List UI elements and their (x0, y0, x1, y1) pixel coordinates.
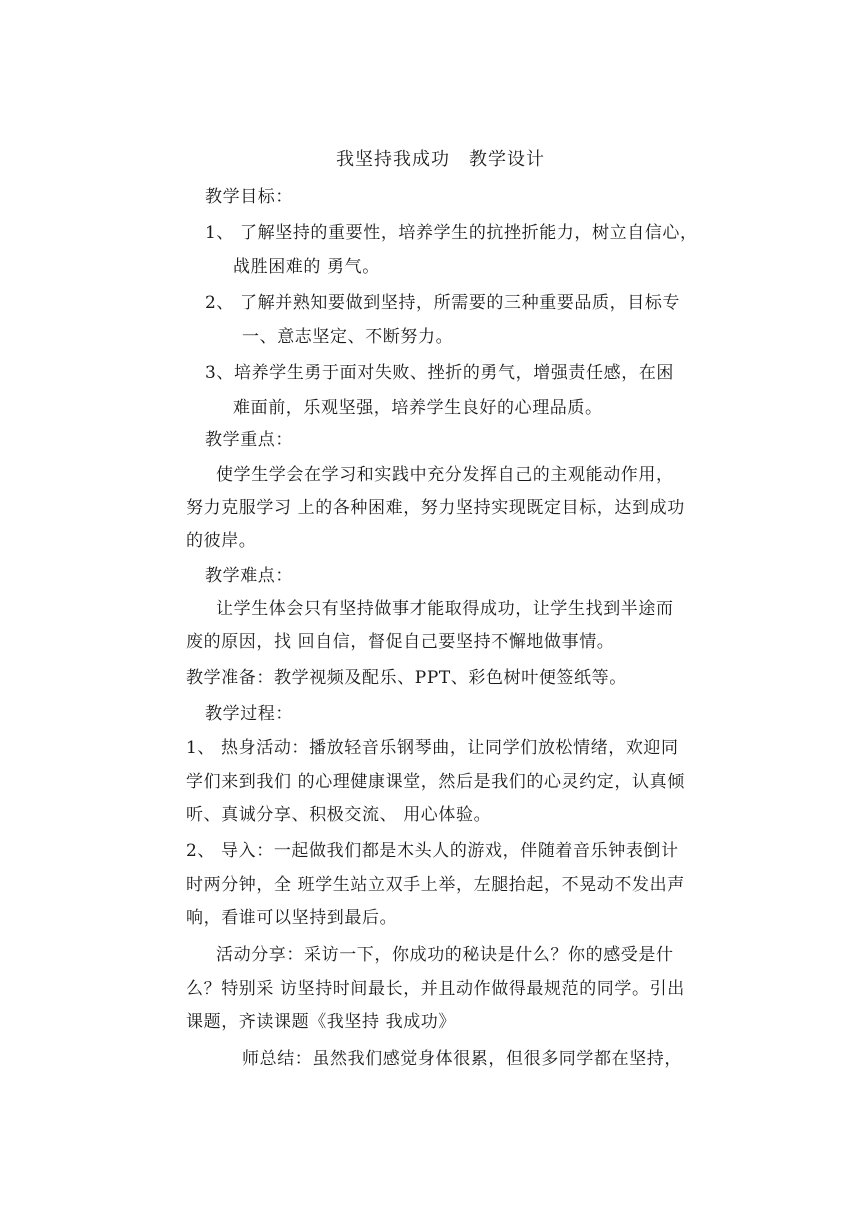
objective-1-line-2: 战胜困难的 勇气。 (233, 257, 380, 277)
difficulties-line-1: 让学生体会只有坚持做事才能取得成功，让学生找到半途而 (216, 599, 674, 619)
share-line-2: 么？特别采 访坚持时间最长，并且动作做得最规范的同学。引出 (186, 979, 685, 999)
objective-2-line-2: 一、意志坚定、不断努力。 (242, 327, 454, 347)
intro-line-1: 2、 导入：一起做我们都是木头人的游戏，伴随着音乐钟表倒计 (186, 841, 679, 861)
intro-line-2: 时两分钟，全 班学生站立双手上举，左腿抬起，不晃动不发出声 (186, 875, 685, 895)
difficulties-line-2: 废的原因，找 回自信，督促自己要坚持不懈地做事情。 (186, 632, 615, 652)
process-heading: 教学过程： (205, 704, 293, 724)
share-line-1: 活动分享：采访一下，你成功的秘诀是什么？你的感受是什 (216, 945, 674, 965)
objective-1-line-1: 1、 了解坚持的重要性，培养学生的抗挫折能力，树立自信心， (205, 223, 698, 243)
difficulties-heading: 教学难点： (205, 566, 293, 586)
objectives-heading: 教学目标： (205, 187, 293, 207)
intro-line-3: 响，看谁可以坚持到最后。 (186, 908, 398, 928)
key-points-line-1: 使学生学会在学习和实践中充分发挥自己的主观能动作用， (216, 465, 674, 485)
key-points-line-2: 努力克服学习 上的各种困难，努力坚持实现既定目标，达到成功 (186, 498, 685, 518)
warmup-line-2: 学们来到我们 的心理健康课堂，然后是我们的心灵约定，认真倾 (186, 772, 685, 792)
objective-3-line-1: 3、培养学生勇于面对失败、挫折的勇气，增强责任感，在困 (205, 363, 675, 383)
summary-line: 师总结：虽然我们感觉身体很累，但很多同学都在坚持， (242, 1049, 682, 1069)
warmup-line-3: 听、真诚分享、积极交流、 用心体验。 (186, 805, 492, 825)
share-line-3: 课题，齐读课题《我坚持 我成功》 (186, 1012, 457, 1032)
preparation-line: 教学准备：教学视频及配乐、PPT、彩色树叶便签纸等。 (186, 668, 627, 688)
warmup-line-1: 1、 热身活动：播放轻音乐钢琴曲，让同学们放松情绪，欢迎同 (186, 738, 679, 758)
objective-3-line-2: 难面前，乐观坚强，培养学生良好的心理品质。 (233, 398, 603, 418)
document-title: 我坚持我成功 教学设计 (336, 149, 545, 170)
key-points-line-3: 的彼岸。 (186, 531, 257, 551)
objective-2-line-1: 2、 了解并熟知要做到坚持，所需要的三种重要品质，目标专 (205, 293, 681, 313)
key-points-heading: 教学重点： (205, 430, 293, 450)
